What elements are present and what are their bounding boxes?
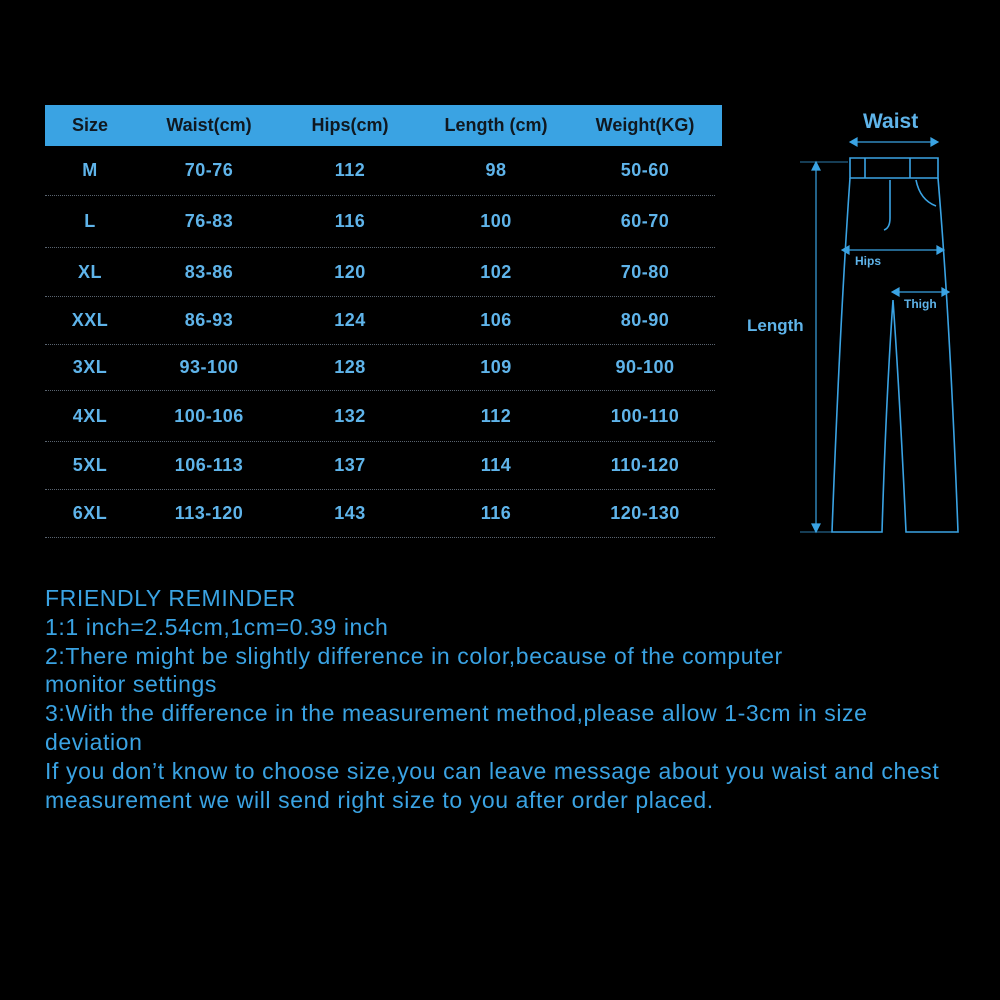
cell-size: M — [82, 160, 98, 180]
table-body — [45, 146, 722, 538]
cell-hips: 128 — [334, 357, 366, 377]
cell-length: 100 — [480, 211, 512, 231]
cell-waist: 76-83 — [184, 211, 234, 231]
cell-length: 109 — [480, 357, 512, 377]
table-row — [45, 490, 715, 538]
cell-waist: 70-76 — [184, 160, 234, 180]
cell-size: XL — [77, 261, 102, 282]
friendly-reminder — [45, 584, 975, 814]
cell-size: 6XL — [72, 503, 108, 523]
table-row — [45, 248, 715, 297]
size-table — [45, 105, 722, 538]
waist-label: Waist — [863, 110, 919, 133]
cell-waist: 83-86 — [184, 261, 234, 282]
table-header — [45, 105, 722, 146]
cell-hips: 120 — [334, 261, 366, 282]
header-length: Length (cm) — [444, 115, 548, 135]
cell-length: 116 — [480, 503, 512, 523]
reminder-line-3: 3:With the difference in the measurement method,please allow 1-3cm in size deviation — [45, 700, 868, 755]
cell-hips: 137 — [334, 455, 366, 475]
cell-size: 3XL — [72, 357, 108, 377]
reminder-line-2: 2:There might be slightly difference in color,because of the computer monitor settings — [45, 642, 783, 698]
pants-diagram — [740, 100, 980, 550]
length-label: Length — [747, 316, 804, 335]
cell-size: 4XL — [72, 405, 108, 426]
cell-size: 5XL — [72, 455, 108, 475]
cell-weight: 70-80 — [620, 261, 670, 282]
cell-weight: 50-60 — [620, 160, 670, 180]
cell-hips: 124 — [334, 310, 366, 330]
cell-size: XXL — [71, 310, 109, 330]
cell-waist: 113-120 — [174, 503, 244, 523]
header-size: Size — [71, 115, 109, 135]
cell-hips: 143 — [334, 503, 366, 523]
table-row — [45, 345, 715, 391]
cell-waist: 100-106 — [174, 405, 244, 426]
reminder-line-4: If you don’t know to choose size,you can leave message about you waist and chest measurement we will send right size to you after order placed. — [45, 757, 940, 813]
cell-length: 112 — [480, 405, 512, 426]
cell-weight: 80-90 — [620, 310, 670, 330]
cell-weight: 90-100 — [615, 357, 675, 377]
table-row — [45, 442, 715, 490]
hips-label: Hips — [855, 254, 882, 268]
table-row — [45, 297, 715, 345]
cell-weight: 110-120 — [610, 455, 680, 475]
header-hips: Hips(cm) — [311, 115, 389, 135]
cell-weight: 120-130 — [610, 503, 680, 523]
cell-hips: 132 — [334, 405, 366, 426]
cell-weight: 100-110 — [610, 405, 680, 426]
cell-length: 98 — [485, 160, 507, 180]
reminder-line-1: 1:1 inch=2.54cm,1cm=0.39 inch — [45, 613, 389, 640]
cell-length: 114 — [480, 455, 512, 475]
table-row — [45, 146, 715, 196]
cell-hips: 112 — [334, 160, 366, 180]
thigh-label: Thigh — [904, 297, 937, 311]
reminder-title: FRIENDLY REMINDER — [45, 585, 296, 611]
table-row — [45, 196, 715, 248]
cell-waist: 106-113 — [174, 455, 244, 475]
cell-waist: 86-93 — [184, 310, 234, 330]
cell-length: 106 — [480, 310, 512, 330]
cell-size: L — [84, 211, 96, 231]
cell-weight: 60-70 — [620, 211, 670, 231]
header-weight: Weight(KG) — [595, 115, 695, 135]
table-row — [45, 391, 715, 442]
cell-length: 102 — [480, 261, 512, 282]
cell-waist: 93-100 — [179, 357, 239, 377]
header-waist: Waist(cm) — [166, 115, 252, 135]
cell-hips: 116 — [334, 211, 366, 231]
